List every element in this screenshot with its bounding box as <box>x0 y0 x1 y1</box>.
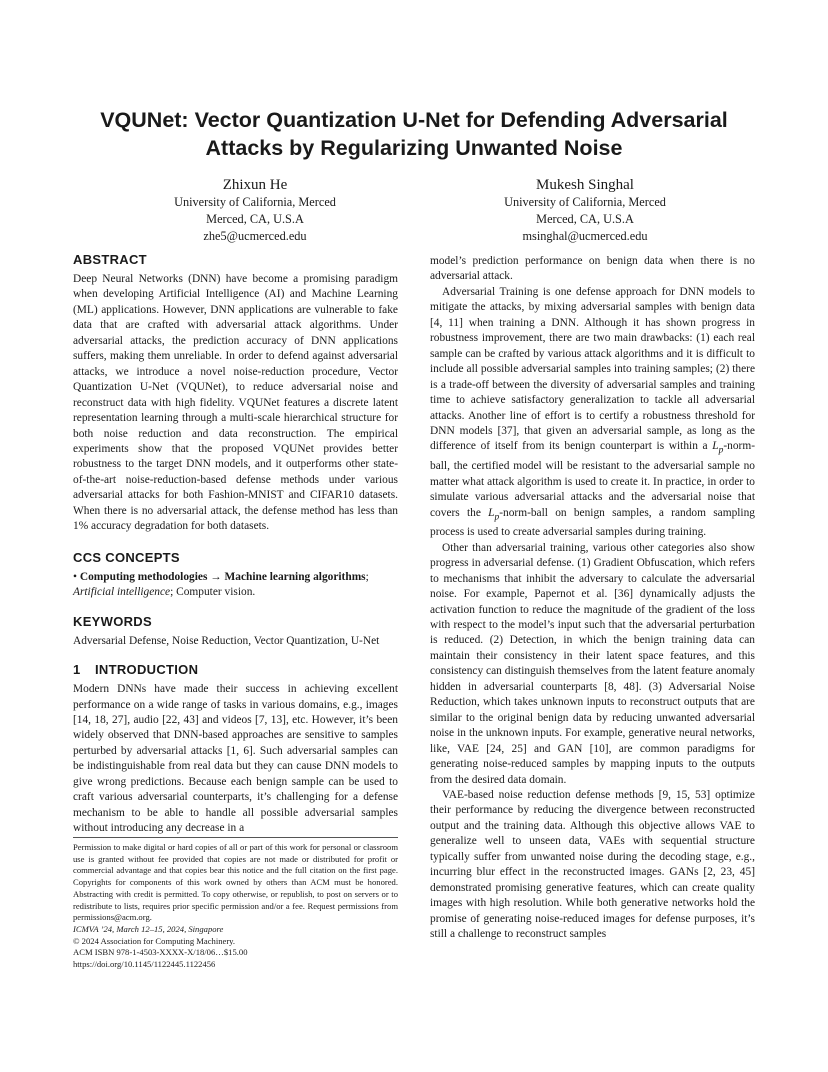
author-email: msinghal@ucmerced.edu <box>522 229 648 243</box>
copyright-footnote <box>73 837 398 971</box>
author-block-2 <box>435 176 735 245</box>
author-name: Mukesh Singhal <box>536 177 634 193</box>
author-location: Merced, CA, U.S.A <box>536 212 634 226</box>
lp-base: L <box>488 506 495 519</box>
left-column <box>73 251 398 837</box>
right-column <box>430 254 755 943</box>
intro-paragraph-1: Modern DNNs have made their success in achieving excellent performance on a wide range of tasks in various domains, e.g., images [14, 18, 27], audio [22, 43] and videos [7, 13], etc. However, it’s been widely observed that DNN-based approaches are sensitive to samples perturbed by adversarial attacks [1, 6]. Such adversarial samples can be indistinguishable from real data but they can cause DNN models to give wrong predictions. Because each benign sample can be used to craft various adversarial counterparts, it’s challenging for a defense mechanism to be able to handle all possible adversarial samples without introducing any decrease in a <box>73 683 398 835</box>
intro-paragraph-1-continued: model’s prediction performance on benign data when there is no adversarial attack. <box>430 255 755 283</box>
lp-subscript: p <box>718 445 724 456</box>
paper-title <box>60 106 768 162</box>
ccs-part-1: Computing methodologies <box>79 570 208 583</box>
para2-part-c: -norm-ball on benign samples, a random sampling process is used to create adversarial samples during training. <box>430 506 755 539</box>
author-name: Zhixun He <box>222 177 288 193</box>
ccs-part-3: Artificial intelligence <box>73 586 171 599</box>
conference-info: ICMVA ’24, March 12–15, 2024, Singapore <box>73 923 224 934</box>
intro-paragraph-3: Other than adversarial training, various other categories also show progress in adversarial defense. (1) Gradient Obfuscation, which refers to mechanisms that inhibit the adversary to calculate the adversarial noise. For example, Papernot et al. [36] dynamically adjusts the activation function to reduce the magnitude of the gradient of the loss with respect to the model’s input such that the adversarial perturbation is reduced. (2) Detection, in which the benign training data can maintain their consistency in their latent space features, and this consistency can distinguish themselves from the latent feature anomaly hidden in adversarial counterparts [8, 48]. (3) Adversarial Noise Reduction, which takes unknown inputs to reconstruct outputs that are similar to the original benign data by reducing unwanted adversarial noise in the unknown inputs. For example, generative neural networks, like, VAE [24, 25] and GAN [10], are common paradigms for generating noise-reduced samples by mapping inputs to the outputs from the desired data domain. <box>430 541 755 786</box>
ccs-arrow: → <box>210 570 222 583</box>
author-affiliation: University of California, Merced <box>504 195 666 209</box>
lp-base: L <box>712 440 719 453</box>
ccs-part-2: Machine learning algorithms <box>224 570 366 583</box>
copyright-line: © 2024 Association for Computing Machinery. <box>73 935 236 946</box>
title-line-1: VQUNet: Vector Quantization U-Net for Defending Adversarial <box>100 108 728 132</box>
title-line-2: Attacks by Regularizing Unwanted Noise <box>205 136 623 160</box>
intro-paragraph-4: VAE-based noise reduction defense methods [9, 15, 53] optimize their performance by reducing the divergence between reconstructed output and the training data. Although this objective allows VAE to generalize well to unseen data, VAEs with sequential structure typically suffer from unwanted noise during the decoding stage, e.g., incurring blur effect in the reconstructed images. GANs [2, 23, 45] demonstrated promising generative features, which can create quality images with high resolution. While both generative networks hold the promise of generating noise-reduced images for defense purposes, it’s still a challenge to reconstruct samples <box>430 788 755 941</box>
section-number: 1 <box>73 662 81 678</box>
author-block-1 <box>105 176 405 245</box>
permission-notice: Permission to make digital or hard copies of all or part of this work for personal or classroom use is granted without fee provided that copies are not made or distributed for profit or commercial advantage and that copies bear this notice and the full citation on the first page. Copyrights for components of this work owned by others than ACM must be honored. Abstracting with credit is permitted. To copy otherwise, or republish, to post on servers or to redistribute to lists, requires prior specific permission and/or a fee. Request permissions from permissions@acm.org. <box>73 842 398 923</box>
intro-heading <box>73 661 398 678</box>
section-title: INTRODUCTION <box>95 662 199 678</box>
lp-symbol <box>712 440 724 456</box>
doi-link[interactable]: https://doi.org/10.1145/1122445.1122456 <box>73 959 216 970</box>
author-location: Merced, CA, U.S.A <box>206 212 304 226</box>
para2-part-b: -norm-ball, the certified model will be resistant to the adversarial sample no matter what attack algorithm is used to create it. In practice, in order to simulate various adversarial attacks and the adversarial noise that covers the <box>430 440 755 519</box>
abstract-heading: ABSTRACT <box>73 252 147 267</box>
author-email: zhe5@ucmerced.edu <box>203 229 307 243</box>
lp-subscript: p <box>494 511 500 522</box>
intro-paragraph-2 <box>430 285 755 541</box>
ccs-heading: CCS CONCEPTS <box>73 549 180 565</box>
ccs-part-4: ; Computer vision. <box>170 586 256 599</box>
para2-part-a: Adversarial Training is one defense approach for DNN models to mitigate the attacks, by mixing adversarial samples with benign data [4, 11] when training a DNN. Although it has shown progress in robustness improvement, there are two main drawbacks: (1) each real sample can be crafted by various attack algorithms and it is difficult to include all possible adversarial samples into training samples; (2) there is a trade-off between the diversity of adversarial samples and training time to achieve satisfactory generalization to tackle all adversarial attacks. Another line of effort is to certify a robustness threshold for DNN models [37], that given an adversarial sample, as long as the difference of itself from its benign counterpart is within a <box>430 285 755 453</box>
ccs-bullet: • <box>73 570 77 583</box>
keywords-text: Adversarial Defense, Noise Reduction, Vector Quantization, U-Net <box>73 634 380 647</box>
abstract-text: Deep Neural Networks (DNN) have become a promising paradigm when developing Artificial Intelligence (AI) and Machine Learning (ML) applications. However, DNN applications are vulnerable to fake data that are crafted with adversarial attack algorithms. Under adversarial attacks, the prediction accuracy of DNN applications suffers, making them unreliable. In order to defend against adversarial attacks, we introduce a novel noise-reduction procedure, Vector Quantization U-Net (VQUNet), to reduce adversarial noise and reconstruct data with high fidelity. VQUNet features a discrete latent representation learning through a multi-scale hierarchical structure for both noise reduction and data reconstruction. The empirical experiments show that the proposed VQUNet provides better robustness to the target DNN models, and it outperforms other state-of-the-art noise-reduction-based defense methods under various adversarial attacks for both Fashion-MNIST and CIFAR10 datasets. When there is no adversarial attack, the defense method has less than 1% accuracy degradation for both datasets. <box>73 273 398 533</box>
ccs-separator: ; <box>365 570 369 583</box>
lp-symbol <box>488 506 500 522</box>
author-affiliation: University of California, Merced <box>174 195 336 209</box>
keywords-heading: KEYWORDS <box>73 613 152 629</box>
isbn-line: ACM ISBN 978-1-4503-XXXX-X/18/06…$15.00 <box>73 947 248 958</box>
ccs-concepts <box>73 570 398 601</box>
